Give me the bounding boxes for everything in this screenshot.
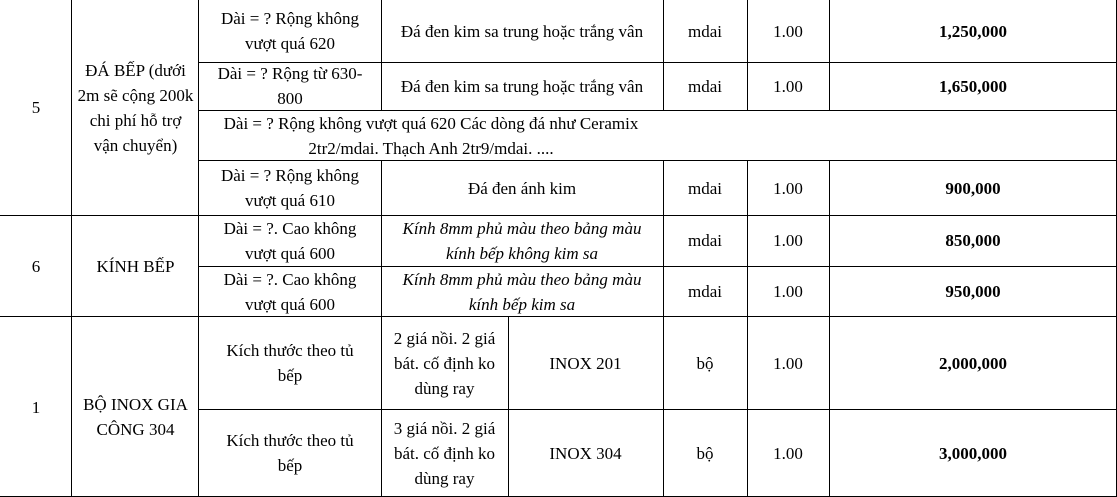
section-number [0, 0, 72, 215]
cell-material [381, 266, 663, 317]
cell-material [381, 62, 663, 110]
cell-size [199, 215, 381, 266]
cell-qty [747, 161, 829, 215]
qty-text: 1.00 [773, 231, 803, 250]
material-text: Đá đen kim sa trung hoặc trắng vân [400, 21, 644, 41]
price-text: 850,000 [945, 231, 1001, 250]
cell-material [381, 0, 663, 62]
cell-material [508, 317, 663, 409]
size-text: Dài = ? Rộng từ 630-800 [217, 64, 363, 108]
cell-material [508, 409, 663, 497]
price-text: 3,000,000 [939, 443, 1007, 463]
price-text: 1,650,000 [939, 76, 1007, 96]
cell-qty [747, 0, 829, 62]
grid-line [199, 110, 1117, 111]
material-text: Đá đen ánh kim [467, 178, 577, 198]
grid-line [829, 0, 830, 110]
size-text: Dài = ?. Cao không vượt quá 600 [223, 218, 357, 263]
cell-price [829, 409, 1117, 497]
grid-line [199, 62, 1117, 63]
cell-unit [663, 317, 747, 409]
qty-text: 1.00 [773, 282, 803, 301]
material-text: INOX 304 [549, 443, 622, 463]
stt-text: 1 [31, 397, 41, 417]
size-text: Kích thước theo tủ bếp [226, 341, 354, 385]
grid-line [198, 0, 199, 497]
size-text: Dài = ? Rộng không vượt quá 610 [220, 166, 360, 210]
price-text: 950,000 [945, 282, 1001, 301]
grid-line [747, 161, 748, 497]
material-text: Kính 8mm phủ màu theo bảng màu kính bếp kim sa [402, 269, 642, 314]
cell-unit [663, 266, 747, 317]
size-text: Dài = ? Rộng không vượt quá 620 [220, 9, 360, 53]
section-number [0, 317, 72, 497]
stt-text: 5 [31, 98, 41, 117]
section-name-text: ĐÁ BẾP (dưới 2m sẽ cộng 200k chi phí hỗ trợ vận chuyển) [77, 60, 194, 155]
cell-unit [663, 0, 747, 62]
grid-line [663, 0, 664, 110]
cell-material [381, 215, 663, 266]
grid-line [747, 0, 748, 110]
cell-price [829, 161, 1117, 215]
section-name-text: BỘ INOX GIA CÔNG 304 [83, 395, 188, 439]
section-name-text: KÍNH BẾP [96, 256, 175, 276]
note-text: Dài = ? Rộng không vượt quá 620 Các dòng đá như Ceramix 2tr2/mdai. Thạch Anh 2tr9/mdai. .... [223, 113, 639, 158]
cell-unit [663, 62, 747, 110]
grid-line [199, 266, 1117, 267]
unit-text: mdai [688, 178, 722, 198]
qty-text: 1.00 [773, 443, 803, 463]
grid-line [381, 161, 382, 497]
grid-line [71, 0, 72, 497]
cell-qty [747, 62, 829, 110]
desc-text: 2 giá nồi. 2 giá bát. cố định ko dùng ray [393, 328, 496, 398]
cell-size [199, 161, 381, 215]
section-name [72, 0, 199, 215]
cell-price [829, 266, 1117, 317]
size-text: Dài = ?. Cao không vượt quá 600 [223, 269, 357, 314]
cell-unit [663, 409, 747, 497]
cell-material [381, 161, 663, 215]
price-text: 1,250,000 [939, 21, 1007, 41]
unit-text: mdai [688, 231, 722, 250]
grid-line [0, 316, 1117, 317]
cell-qty [747, 266, 829, 317]
grid-line [381, 0, 382, 110]
unit-text: bộ [696, 443, 714, 463]
cell-qty [747, 409, 829, 497]
material-text: Kính 8mm phủ màu theo bảng màu kính bếp không kim sa [402, 218, 642, 263]
unit-text: mdai [688, 76, 722, 96]
unit-text: mdai [688, 21, 722, 41]
qty-text: 1.00 [773, 76, 803, 96]
stt-text: 6 [31, 256, 41, 276]
grid-line [663, 161, 664, 497]
cell-unit [663, 215, 747, 266]
cell-qty [747, 317, 829, 409]
qty-text: 1.00 [773, 21, 803, 41]
section-name [72, 317, 199, 497]
cell-note [199, 110, 663, 161]
grid-line [508, 317, 509, 497]
cell-unit [663, 161, 747, 215]
cell-price [829, 62, 1117, 110]
material-text: INOX 201 [549, 353, 622, 373]
section-name [72, 215, 199, 317]
grid-line [0, 215, 1117, 216]
cell-price [829, 0, 1117, 62]
cell-price [829, 215, 1117, 266]
cell-size [199, 409, 381, 497]
cell-desc [381, 409, 508, 497]
cell-size [199, 266, 381, 317]
cell-desc [381, 317, 508, 409]
grid-line [829, 161, 830, 497]
price-text: 2,000,000 [939, 353, 1007, 373]
qty-text: 1.00 [773, 353, 803, 373]
price-text: 900,000 [945, 178, 1001, 198]
cell-size [199, 62, 381, 110]
cell-size [199, 0, 381, 62]
size-text: Kích thước theo tủ bếp [226, 431, 354, 475]
qty-text: 1.00 [773, 178, 803, 198]
cell-qty [747, 215, 829, 266]
cell-size [199, 317, 381, 409]
grid-line [199, 160, 1117, 161]
section-number [0, 215, 72, 317]
material-text: Đá đen kim sa trung hoặc trắng vân [400, 76, 644, 96]
grid-line [199, 409, 1117, 410]
unit-text: bộ [696, 353, 714, 373]
unit-text: mdai [688, 282, 722, 301]
desc-text: 3 giá nồi. 2 giá bát. cố định ko dùng ray [393, 418, 496, 488]
cell-price [829, 317, 1117, 409]
